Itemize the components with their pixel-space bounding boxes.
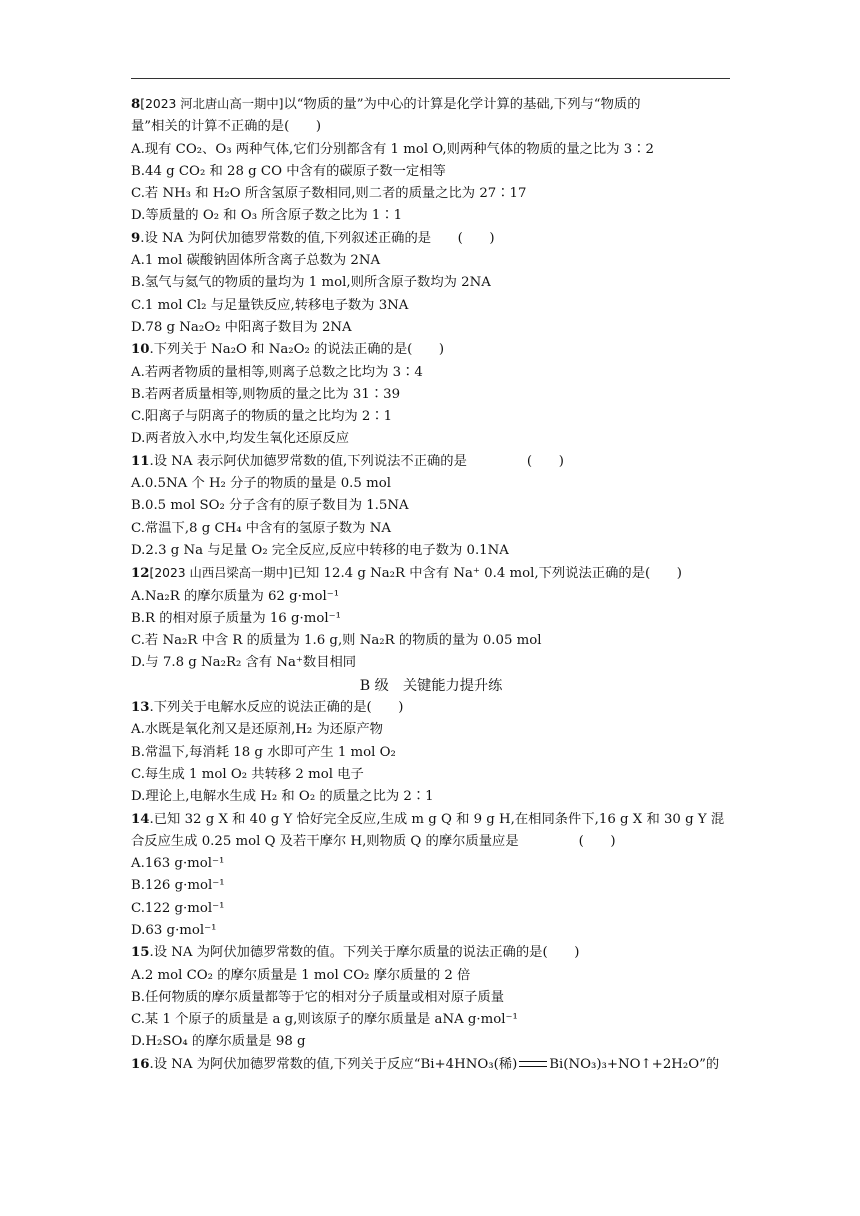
q12-option-c: C.若 Na₂R 中含 R 的质量为 1.6 g,则 Na₂R 的物质的量为 0.05 mol — [131, 633, 542, 649]
q14-option-c: C.122 g·mol⁻¹ — [131, 900, 225, 916]
q10-option-c: C.阳离子与阴离子的物质的量之比均为 2∶1 — [131, 409, 393, 425]
answer-paren: ( ) — [578, 833, 616, 849]
header-rule — [131, 78, 730, 79]
section-b-heading: B 级 关键能力提升练 — [359, 677, 503, 694]
q10-option-b: B.若两者质量相等,则物质的量之比为 31∶39 — [131, 386, 401, 402]
q10-option-a: A.若两者物质的量相等,则离子总数之比均为 3∶4 — [131, 364, 423, 380]
q13-option-c: C.每生成 1 mol O₂ 共转移 2 mol 电子 — [131, 766, 364, 782]
q14-stem: 14.已知 32 g X 和 40 g Y 恰好完全反应,生成 m g Q 和 9 g H,在相同条件下,16 g X 和 30 g Y 混 — [131, 811, 725, 827]
q15-option-b: B.任何物质的摩尔质量都等于它的相对分子质量或相对原子质量 — [131, 989, 505, 1005]
q12-option-a: A.Na₂R 的摩尔质量为 62 g·mol⁻¹ — [131, 588, 340, 604]
q8-stem-cont: 量”相关的计算不正确的是( ) — [131, 119, 322, 135]
q15-stem: 15.设 NA 为阿伏加德罗常数的值。下列关于摩尔质量的说法正确的是( ) — [131, 945, 580, 961]
equals-sign-icon — [519, 1061, 547, 1067]
q8-option-c: C.若 NH₃ 和 H₂O 所含氢原子数相同,则二者的质量之比为 27∶17 — [131, 186, 527, 202]
q12-stem: 12[2023 山西吕梁高一期中]已知 12.4 g Na₂R 中含有 Na⁺ 0.4 mol,下列说法正确的是( ) — [131, 566, 682, 582]
q13-option-b: B.常温下,每消耗 18 g 水即可产生 1 mol O₂ — [131, 744, 396, 760]
q14-option-b: B.126 g·mol⁻¹ — [131, 878, 225, 894]
q9-option-c: C.1 mol Cl₂ 与足量铁反应,转移电子数为 3NA — [131, 297, 409, 313]
q14-option-a: A.163 g·mol⁻¹ — [131, 856, 225, 872]
q8-option-d: D.等质量的 O₂ 和 O₃ 所含原子数之比为 1∶1 — [131, 208, 403, 224]
q13-option-a: A.水既是氧化剂又是还原剂,H₂ 为还原产物 — [131, 722, 383, 738]
q11-option-b: B.0.5 mol SO₂ 分子含有的原子数目为 1.5NA — [131, 498, 409, 514]
q14-option-d: D.63 g·mol⁻¹ — [131, 922, 217, 938]
q15-option-c: C.某 1 个原子的质量是 a g,则该原子的摩尔质量是 aNA g·mol⁻¹ — [131, 1012, 518, 1028]
q11-stem: 11.设 NA 表示阿伏加德罗常数的值,下列说法不正确的是 ( ) — [131, 453, 564, 469]
q16-stem: 16.设 NA 为阿伏加德罗常数的值,下列关于反应“Bi+4HNO₃(稀) Bi(NO₃)₃+NO↑+2H₂O”的 — [131, 1056, 720, 1072]
q14-stem-cont: 合反应生成 0.25 mol Q 及若干摩尔 H,则物质 Q 的摩尔质量应是 ( ) — [131, 833, 616, 849]
q11-option-c: C.常温下,8 g CH₄ 中含有的氢原子数为 NA — [131, 520, 391, 536]
q8-stem: 8[2023 河北唐山高一期中]以“物质的量”为中心的计算是化学计算的基础,下列与“物质的 — [131, 97, 641, 112]
q11-option-d: D.2.3 g Na 与足量 O₂ 完全反应,反应中转移的电子数为 0.1NA — [131, 542, 509, 558]
q9-option-a: A.1 mol 碳酸钠固体所含离子总数为 2NA — [131, 253, 381, 269]
q8-option-b: B.44 g CO₂ 和 28 g CO 中含有的碳原子数一定相等 — [131, 163, 446, 179]
q8-option-a: A.现有 CO₂、O₃ 两种气体,它们分别都含有 1 mol O,则两种气体的物质的量之比为 3∶2 — [131, 141, 654, 157]
question-page — [131, 93, 731, 1076]
q10-option-d: D.两者放入水中,均发生氧化还原反应 — [131, 431, 350, 447]
answer-paren: ( ) — [526, 453, 564, 469]
q15-option-d: D.H₂SO₄ 的摩尔质量是 98 g — [131, 1034, 306, 1050]
q13-option-d: D.理论上,电解水生成 H₂ 和 O₂ 的质量之比为 2∶1 — [131, 789, 434, 805]
q13-stem: 13.下列关于电解水反应的说法正确的是( ) — [131, 700, 404, 716]
q15-option-a: A.2 mol CO₂ 的摩尔质量是 1 mol CO₂ 摩尔质量的 2 倍 — [131, 967, 471, 983]
q9-option-d: D.78 g Na₂O₂ 中阳离子数目为 2NA — [131, 319, 352, 335]
q12-option-d: D.与 7.8 g Na₂R₂ 含有 Na⁺数目相同 — [131, 655, 357, 671]
q9-option-b: B.氢气与氦气的物质的量均为 1 mol,则所含原子数均为 2NA — [131, 275, 491, 291]
q9-stem: 9.设 NA 为阿伏加德罗常数的值,下列叙述正确的是 ( ) — [131, 230, 495, 246]
q12-option-b: B.R 的相对原子质量为 16 g·mol⁻¹ — [131, 610, 341, 626]
q10-stem: 10.下列关于 Na₂O 和 Na₂O₂ 的说法正确的是( ) — [131, 342, 445, 358]
q11-option-a: A.0.5NA 个 H₂ 分子的物质的量是 0.5 mol — [131, 476, 391, 492]
